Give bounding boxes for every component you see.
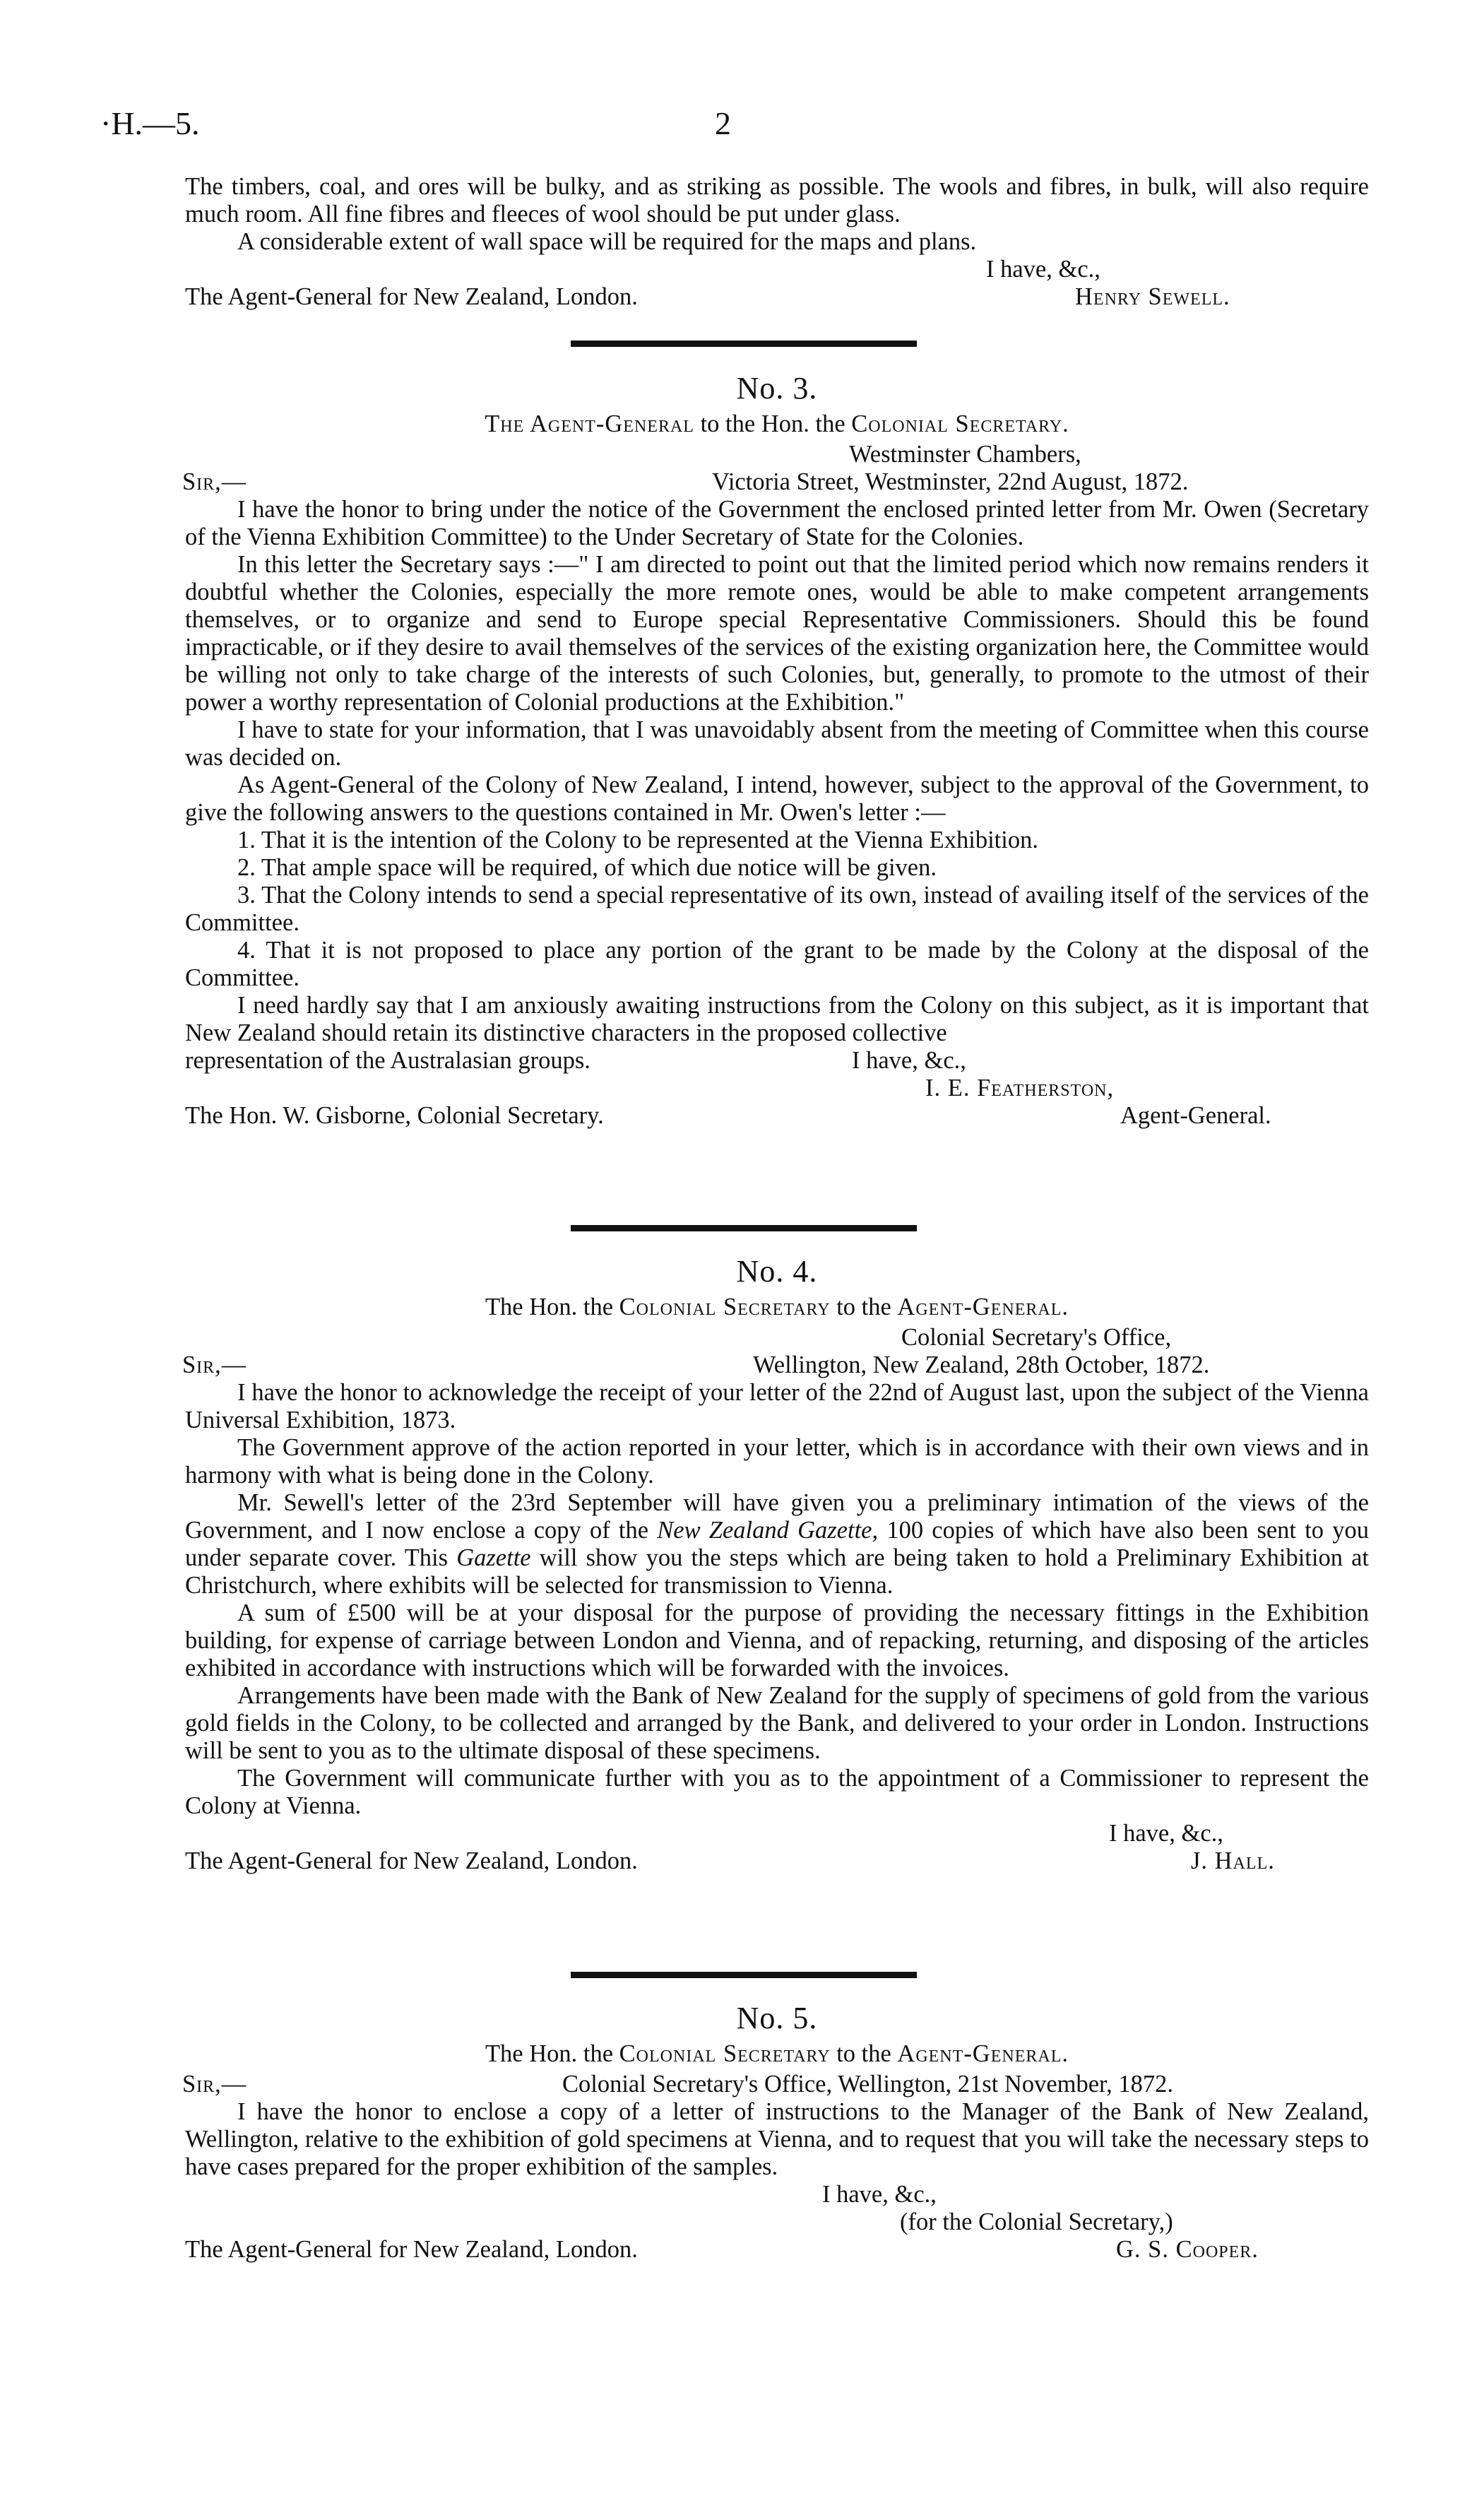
for-line: (for the Colonial Secretary,) [900, 2208, 1173, 2235]
title-recipient: Agent-General. [897, 2040, 1069, 2067]
intro-paragraph: A considerable extent of wall space will be required for the maps and plans. [237, 228, 977, 255]
title-connector: to the [836, 1294, 891, 1320]
letter-title [185, 410, 1369, 438]
closing-phrase: I have, &c., [852, 1047, 966, 1074]
letter-title [185, 1294, 1369, 1321]
title-sender: The Agent-General [485, 410, 694, 437]
intro-paragraph: The timbers, coal, and ores will be bulky, and as striking as possible. The wools and fibres, in bulk, will also require much room. All fine fibres and fleeces of wool should be put under glass. [185, 173, 1369, 227]
addressee: The Agent-General for New Zealand, London. [185, 1847, 638, 1874]
letter-paragraph: I have the honor to acknowledge the receipt of your letter of the 22nd of August last, upon the subject of the Vienna Universal Exhibition, 1873. [185, 1379, 1369, 1433]
letter-title [185, 2040, 1369, 2068]
title-prefix: The Hon. the [485, 2040, 614, 2067]
intro-section [185, 173, 1369, 311]
letter-paragraph: I have to state for your information, that I was unavoidably absent from the meeting of Committee when this course was decided on. [185, 716, 1369, 771]
section-divider [571, 1972, 917, 1978]
sender-address: Colonial Secretary's Office, [901, 1324, 1172, 1351]
title-connector: to the [836, 2040, 891, 2067]
letter-paragraph: Arrangements have been made with the Bank of New Zealand for the supply of specimens of gold from the various gold fields in the Colony, to be collected and arranged by the Bank, and delivered to your order in London. Instructions will be sent to you as to the ultimate disposal of these specimens. [185, 1682, 1369, 1764]
letter-paragraph: The Government will communicate further with you as to the appointment of a Commissioner to represent the Colony at Vienna. [185, 1765, 1369, 1819]
list-item: 3. That the Colony intends to send a special representative of its own, instead of availing itself of the services of the Committee. [185, 882, 1369, 936]
title-recipient: Agent-General. [897, 1294, 1069, 1320]
letter-no-4 [182, 1254, 1370, 1875]
signature: J. Hall. [1191, 1847, 1275, 1874]
letter-paragraph: I have the honor to bring under the notice of the Government the enclosed printed letter from Mr. Owen (Secretary of the Vienna Exhibition Committee) to the Under Secretary of State for the Colonies. [185, 496, 1369, 550]
section-divider [571, 341, 917, 347]
list-item: 2. That ample space will be required, of which due notice will be given. [237, 854, 937, 881]
salutation: Sir,— [182, 1351, 247, 1378]
answers-list [185, 827, 1369, 992]
sender-address-date: Victoria Street, Westminster, 22nd August, 1872. [712, 468, 1189, 495]
sender-address-date: Colonial Secretary's Office, Wellington, 21st November, 1872. [562, 2071, 1174, 2098]
letter-no-3 [182, 371, 1369, 1130]
addressee: The Hon. W. Gisborne, Colonial Secretary. [185, 1102, 604, 1129]
signature: G. S. Cooper. [1116, 2236, 1259, 2263]
letter-paragraph: I have the honor to enclose a copy of a letter of instructions to the Manager of the Bank of New Zealand, Wellington, relative to the exhibition of gold specimens at Vienna, and to request that you will take the necessary steps to have cases prepared for the proper exhibition of the samples. [185, 2098, 1369, 2180]
closing-phrase: I have, &c., [986, 256, 1100, 283]
title-sender: Colonial Secretary [619, 2040, 831, 2067]
document-reference: ·H.—5. [100, 105, 200, 141]
title-sender: Colonial Secretary [619, 1294, 831, 1320]
title-connector: to the Hon. the [700, 410, 845, 437]
title-prefix: The Hon. the [485, 1294, 614, 1320]
letter-number: No. 3. [736, 371, 818, 406]
title-recipient: Colonial Secretary. [851, 410, 1069, 437]
letter-paragraph-end: representation of the Australasian groups. [185, 1047, 590, 1074]
signature-title: Agent-General. [1120, 1102, 1271, 1129]
sender-address-date: Wellington, New Zealand, 28th October, 1872. [753, 1351, 1210, 1378]
closing-phrase: I have, &c., [1109, 1820, 1223, 1847]
salutation: Sir,— [182, 468, 247, 495]
letter-paragraph: As Agent-General of the Colony of New Zealand, I intend, however, subject to the approval of the Government, to give the following answers to the questions contained in Mr. Owen's letter :— [185, 771, 1369, 826]
letter-paragraph: The Government approve of the action reported in your letter, which is in accordance with their own views and in harmony with what is being done in the Colony. [185, 1434, 1369, 1489]
page-number: 2 [715, 105, 731, 141]
letter-number: No. 5. [736, 2001, 818, 2035]
list-item: 1. That it is the intention of the Colony to be represented at the Vienna Exhibition. [237, 827, 1038, 853]
letter-paragraph: Mr. Sewell's letter of the 23rd September will have given you a preliminary intimation of the views of the Government, and I now enclose a copy of the New Zealand Gazette, 100 copies of which have also been sent to you under separate cover. This Gazette will show you the steps which are being taken to hold a Preliminary Exhibition at Christchurch, where exhibits will be selected for transmission to Vienna. [185, 1489, 1370, 1599]
addressee: The Agent-General for New Zealand, London. [185, 283, 638, 310]
list-item: 4. That it is not proposed to place any portion of the grant to be made by the Colony at the disposal of the Committee. [185, 937, 1369, 991]
addressee: The Agent-General for New Zealand, London. [185, 2236, 638, 2263]
letter-no-5 [182, 2001, 1369, 2264]
section-divider [571, 1225, 917, 1231]
letter-paragraph: In this letter the Secretary says :—" I am directed to point out that the limited period which now remains renders it doubtful whether the Colonies, especially the more remote ones, would be able to make competent arrangements themselves, or to organize and send to Europe special Representative Commissioners. Should this be found impracticable, or if they desire to avail themselves of the services of the existing organization here, the Committee would be willing not only to take charge of the interests of such Colonies, but, generally, to promote to the utmost of their power a worthy representation of Colonial productions at the Exhibition." [185, 551, 1369, 716]
signature: Henry Sewell. [1075, 283, 1230, 310]
letter-paragraph: A sum of £500 will be at your disposal for the purpose of providing the necessary fittings in the Exhibition building, for expense of carriage between London and Vienna, and of repacking, returning, and disposing of the articles exhibited in accordance with instructions which will be forwarded with the invoices. [185, 1599, 1369, 1681]
letter-number: No. 4. [736, 1254, 818, 1289]
sender-address: Westminster Chambers, [849, 441, 1081, 468]
signature: I. E. Featherston, [925, 1075, 1115, 1101]
letter-paragraph: I need hardly say that I am anxiously awaiting instructions from the Colony on this subject, as it is important that New Zealand should retain its distinctive characters in the proposed collective [185, 992, 1369, 1046]
closing-phrase: I have, &c., [822, 2181, 937, 2208]
salutation: Sir,— [182, 2071, 247, 2098]
